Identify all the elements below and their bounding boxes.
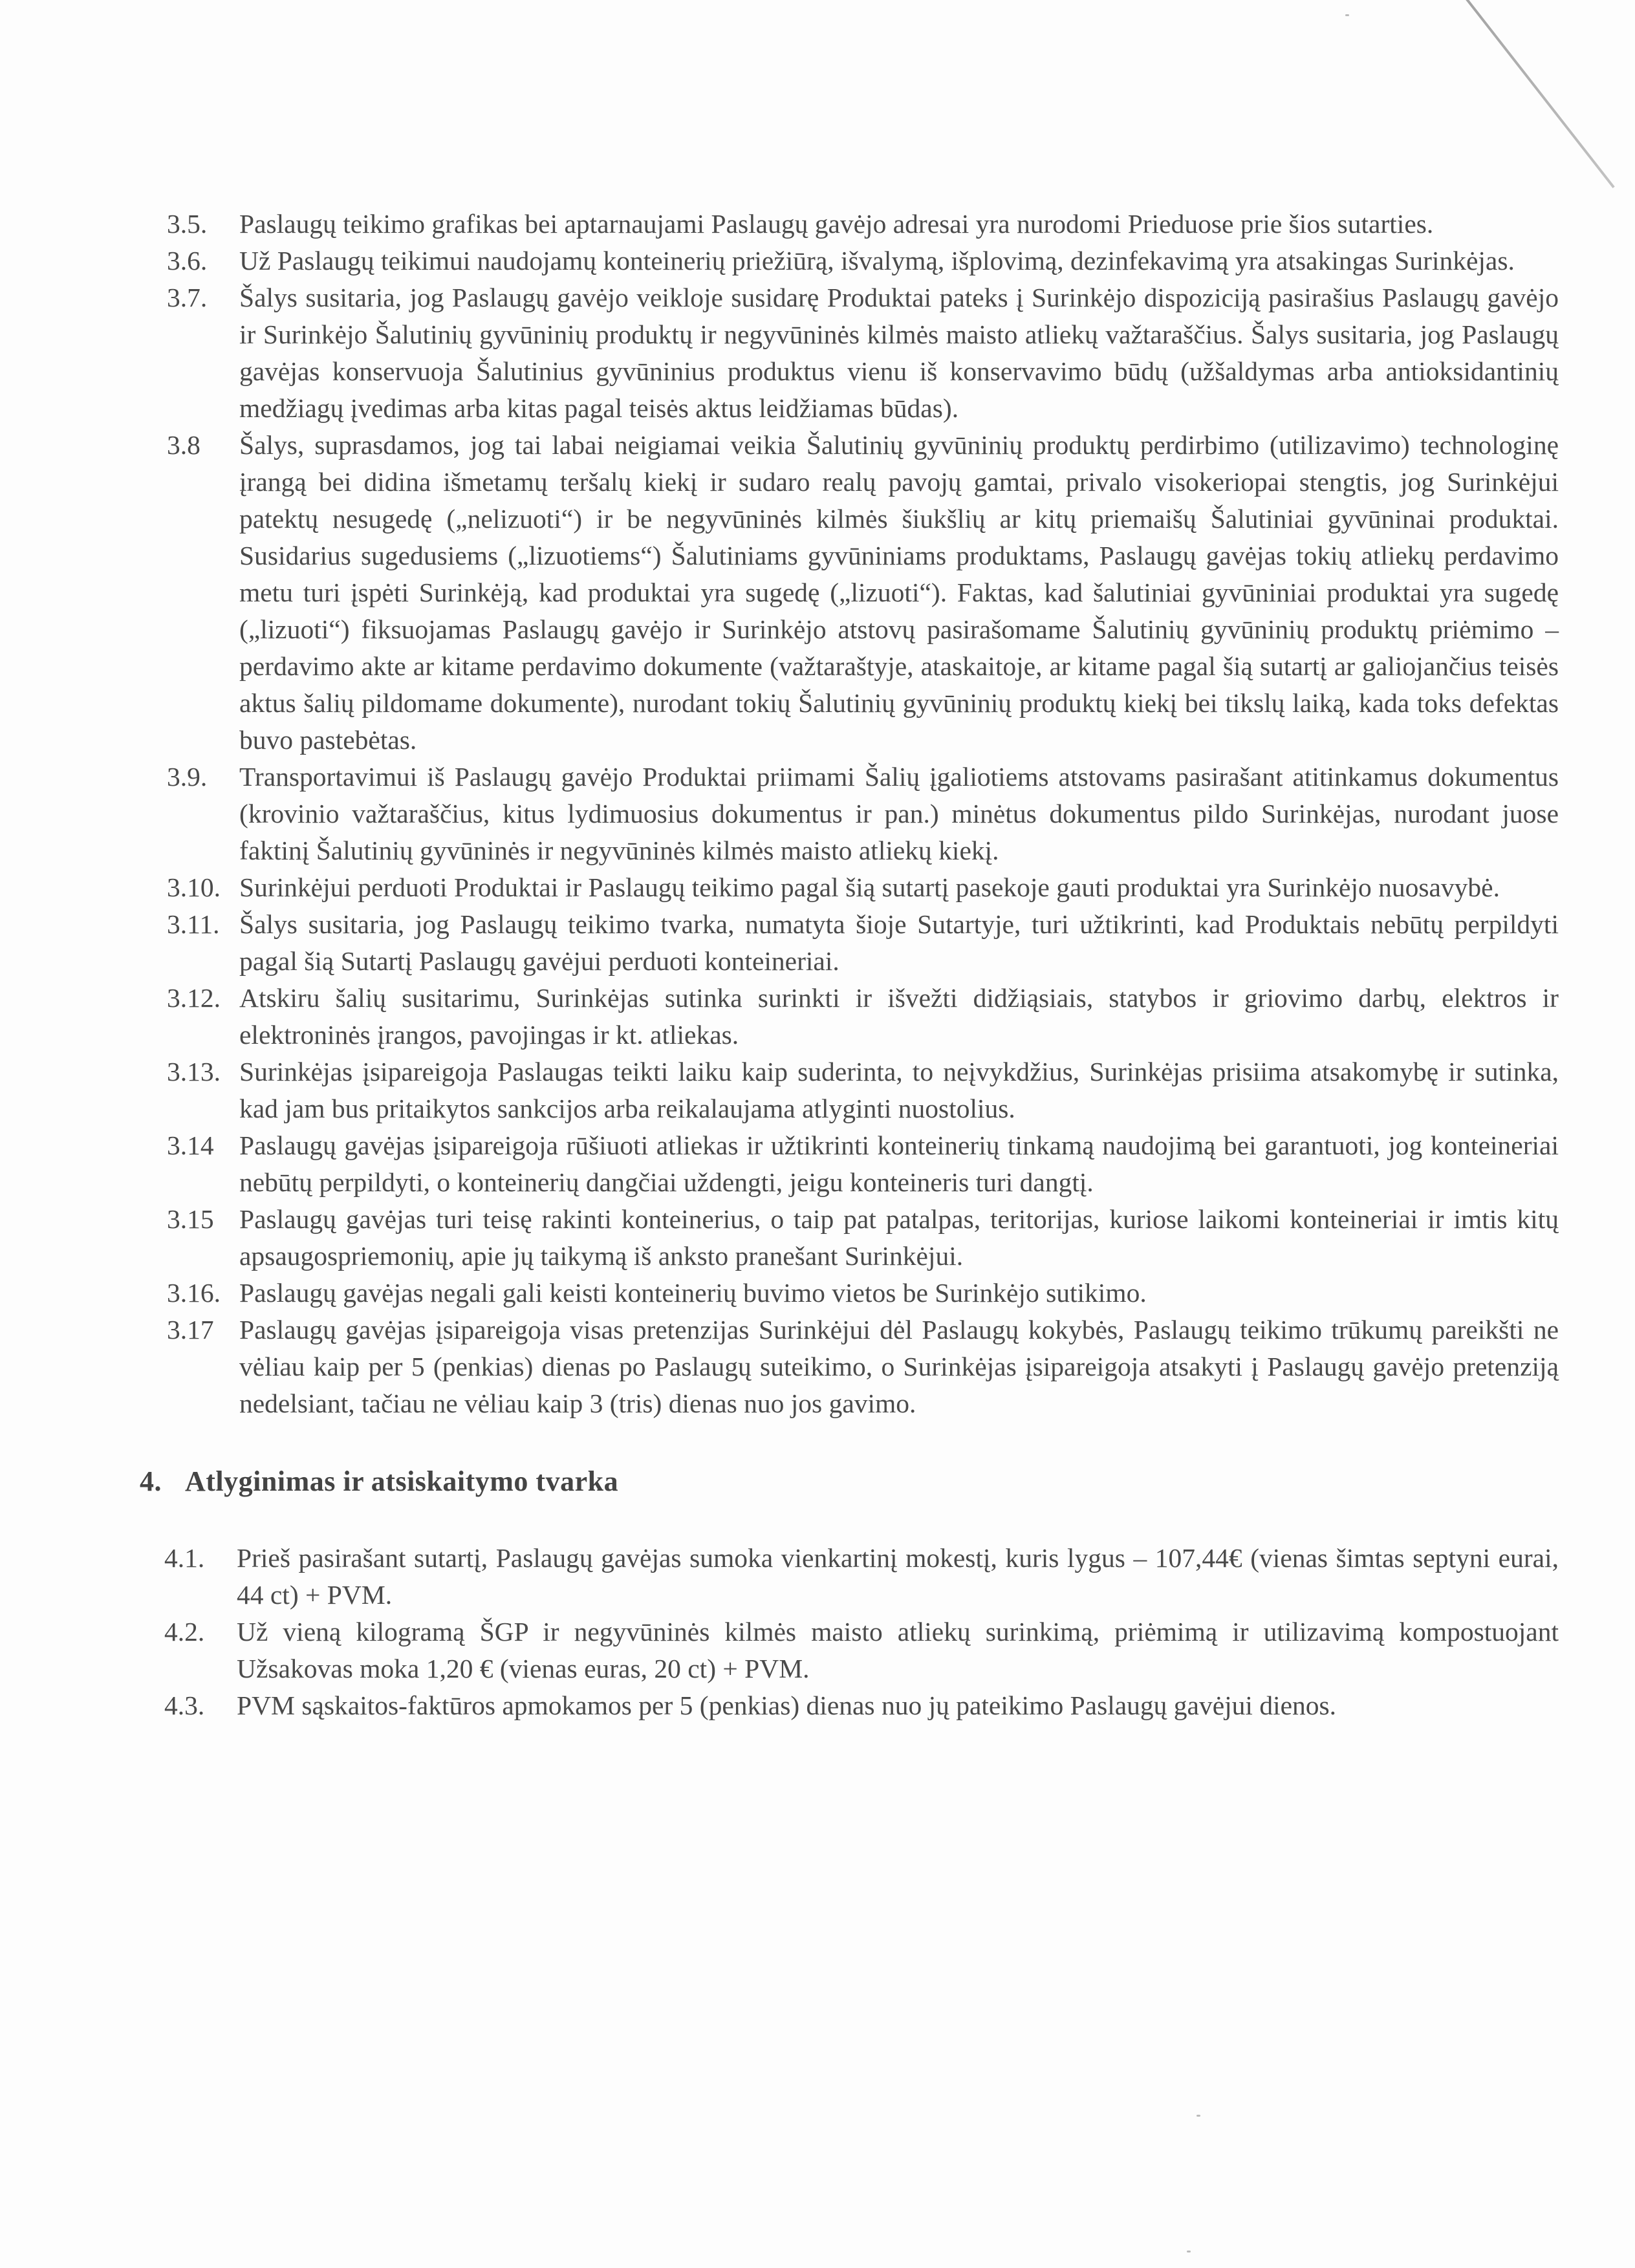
clause-number: 3.16. (167, 1278, 221, 1308)
clause-text: PVM sąskaitos-faktūros apmokamos per 5 (penkias) dienas nuo jų pateikimo Paslaugų gavėjui dienos. (237, 1690, 1337, 1720)
clause (164, 1687, 1559, 1724)
clause (167, 906, 1559, 980)
scan-speck (1345, 14, 1349, 16)
clause-text: Paslaugų teikimo grafikas bei aptarnaujami Paslaugų gavėjo adresai yra nurodomi Prieduose prie šios sutarties. (239, 209, 1434, 239)
section-4-number: 4. (140, 1465, 162, 1497)
clause-number: 3.5. (167, 209, 208, 239)
clause-text: Šalys susitaria, jog Paslaugų teikimo tvarka, numatyta šioje Sutartyje, turi užtikrinti, kad Produktais nebūtų perpildyti pagal šią Sutartį Paslaugų gavėjui perduoti konteineriai. (239, 909, 1559, 976)
scan-speck (1187, 2251, 1191, 2252)
section-4-clauses (164, 1540, 1559, 1724)
clause-text: Paslaugų gavėjas įsipareigoja rūšiuoti atliekas ir užtikrinti konteinerių tinkamą naudojimą bei garantuoti, jog konteineriai nebūtų perpildyti, o konteinerių dangčiai uždengti, jeigu konteineris turi dangtį. (239, 1130, 1559, 1197)
document-body (140, 206, 1559, 1724)
clause (167, 1201, 1559, 1275)
clause (164, 1540, 1559, 1614)
clause-text: Transportavimui iš Paslaugų gavėjo Produktai priimami Šalių įgaliotiems atstovams pasirašant atitinkamus dokumentus (krovinio važtaraščius, kitus lydimuosius dokumentus ir pan.) minėtus dokumentus pildo Surinkėjas, nurodant juose faktinį Šalutinių gyvūninės ir negyvūninės kilmės maisto atliekų kiekį. (239, 762, 1559, 865)
clause-number: 3.7. (167, 283, 208, 312)
clause-text: Prieš pasirašant sutartį, Paslaugų gavėjas sumoka vienkartinį mokestį, kuris lygus – 107,44€ (vienas šimtas septyni eurai, 44 ct) + PVM. (237, 1543, 1559, 1610)
clause-text: Atskiru šalių susitarimu, Surinkėjas sutinka surinkti ir išvežti didžiąsiais, statybos ir griovimo darbų, elektros ir elektroninės įrangos, pavojingas ir kt. atliekas. (239, 983, 1559, 1050)
clause-text: Surinkėjui perduoti Produktai ir Paslaugų teikimo pagal šią sutartį pasekoje gauti produktai yra Surinkėjo nuosavybė. (239, 872, 1500, 902)
clause-number: 3.17 (167, 1315, 214, 1345)
clause-number: 3.15 (167, 1204, 214, 1234)
clause-number: 3.9. (167, 762, 208, 792)
clause-number: 4.1. (164, 1543, 205, 1573)
section-4-title: Atlyginimas ir atsiskaitymo tvarka (185, 1465, 619, 1497)
clause-number: 3.14 (167, 1130, 214, 1160)
clause-number: 3.12. (167, 983, 221, 1013)
clause (167, 869, 1559, 906)
clause-number: 4.3. (164, 1690, 205, 1720)
clause-number: 3.8 (167, 430, 200, 460)
clause (167, 1053, 1559, 1127)
clause (167, 206, 1559, 243)
section-4-heading (140, 1462, 1559, 1501)
scan-speck (1196, 2115, 1200, 2117)
clause-text: Paslaugų gavėjas įsipareigoja visas pretenzijas Surinkėjui dėl Paslaugų kokybės, Paslaugų teikimo trūkumų pareikšti ne vėliau kaip per 5 (penkias) dienas po Paslaugų suteikimo, o Surinkėjas įsipareigoja atsakyti į Paslaugų gavėjo pretenziją nedelsiant, tačiau ne vėliau kaip 3 (tris) dienas nuo jos gavimo. (239, 1315, 1559, 1418)
clause-number: 3.6. (167, 246, 208, 275)
clause-text: Šalys susitaria, jog Paslaugų gavėjo veikloje susidarę Produktai pateks į Surinkėjo dispoziciją pasirašius Paslaugų gavėjo ir Surinkėjo Šalutinių gyvūninių produktų ir negyvūninės kilmės maisto atliekų važtaraščius. Šalys susitaria, jog Paslaugų gavėjas konservuoja Šalutinius gyvūninius produktus vienu iš konservavimo būdų (užšaldymas arba antioksidantinių medžiagų įvedimas arba kitas pagal teisės aktus leidžiamas būdas). (239, 283, 1559, 423)
clause-text: Paslaugų gavėjas negali gali keisti konteinerių buvimo vietos be Surinkėjo sutikimo. (239, 1278, 1147, 1308)
clause-text: Šalys, suprasdamos, jog tai labai neigiamai veikia Šalutinių gyvūninių produktų perdirbimo (utilizavimo) technologinę įrangą bei didina išmetamų teršalų kiekį ir sudaro realų pavojų gamtai, privalo visokeriopai stengtis, jog Surinkėjui patektų nesugedę („nelizuoti“) ir be negyvūninės kilmės šiukšlių ar kitų priemaišų Šalutiniai gyvūninai produktai. Susidarius sugedusiems („lizuotiems“) Šalutiniams gyvūniniams produktams, Paslaugų gavėjas tokių atliekų perdavimo metu turi įspėti Surinkėją, kad produktai yra sugedę („lizuoti“). Faktas, kad šalutiniai gyvūniniai produktai yra sugedę („lizuoti“) fiksuojamas Paslaugų gavėjo ir Surinkėjo atstovų pasirašomame Šalutinių gyvūninių produktų priėmimo – perdavimo akte ar kitame perdavimo dokumente (važtaraštyje, ataskaitoje, ar kitame pagal šią sutartį ar galiojančius teisės aktus šalių pildomame dokumente), nurodant tokių Šalutinių gyvūninių produktų kiekį bei tikslų laiką, kada toks defektas buvo pastebėtas. (239, 430, 1559, 755)
clause-text: Paslaugų gavėjas turi teisę rakinti konteinerius, o taip pat patalpas, teritorijas, kuriose laikomi konteineriai ir imtis kitų apsaugospriemonių, apie jų taikymą iš anksto pranešant Surinkėjui. (239, 1204, 1559, 1271)
clause (167, 279, 1559, 427)
clause-text: Už Paslaugų teikimui naudojamų konteinerių priežiūrą, išvalymą, išplovimą, dezinfekavimą yra atsakingas Surinkėjas. (239, 246, 1515, 275)
clause (167, 1127, 1559, 1201)
clause (167, 427, 1559, 759)
clause-text: Surinkėjas įsipareigoja Paslaugas teikti laiku kaip suderinta, to neįvykdžius, Surinkėjas prisiima atsakomybę ir sutinka, kad jam bus pritaikytos sankcijos arba reikalaujama atlyginti nuostolius. (239, 1057, 1559, 1123)
clause-text: Už vieną kilogramą ŠGP ir negyvūninės kilmės maisto atliekų surinkimą, priėmimą ir utilizavimą kompostuojant Užsakovas moka 1,20 € (vienas euras, 20 ct) + PVM. (237, 1617, 1559, 1683)
clause (167, 759, 1559, 869)
clause (164, 1614, 1559, 1687)
clause (167, 1312, 1559, 1422)
clause-number: 4.2. (164, 1617, 205, 1647)
clause-number: 3.13. (167, 1057, 221, 1086)
section-3-clauses (167, 206, 1559, 1422)
clause (167, 980, 1559, 1053)
clause-number: 3.10. (167, 872, 221, 902)
clause-number: 3.11. (167, 909, 220, 939)
page-fold-mark (1446, 0, 1615, 188)
clause (167, 1275, 1559, 1312)
clause (167, 243, 1559, 279)
